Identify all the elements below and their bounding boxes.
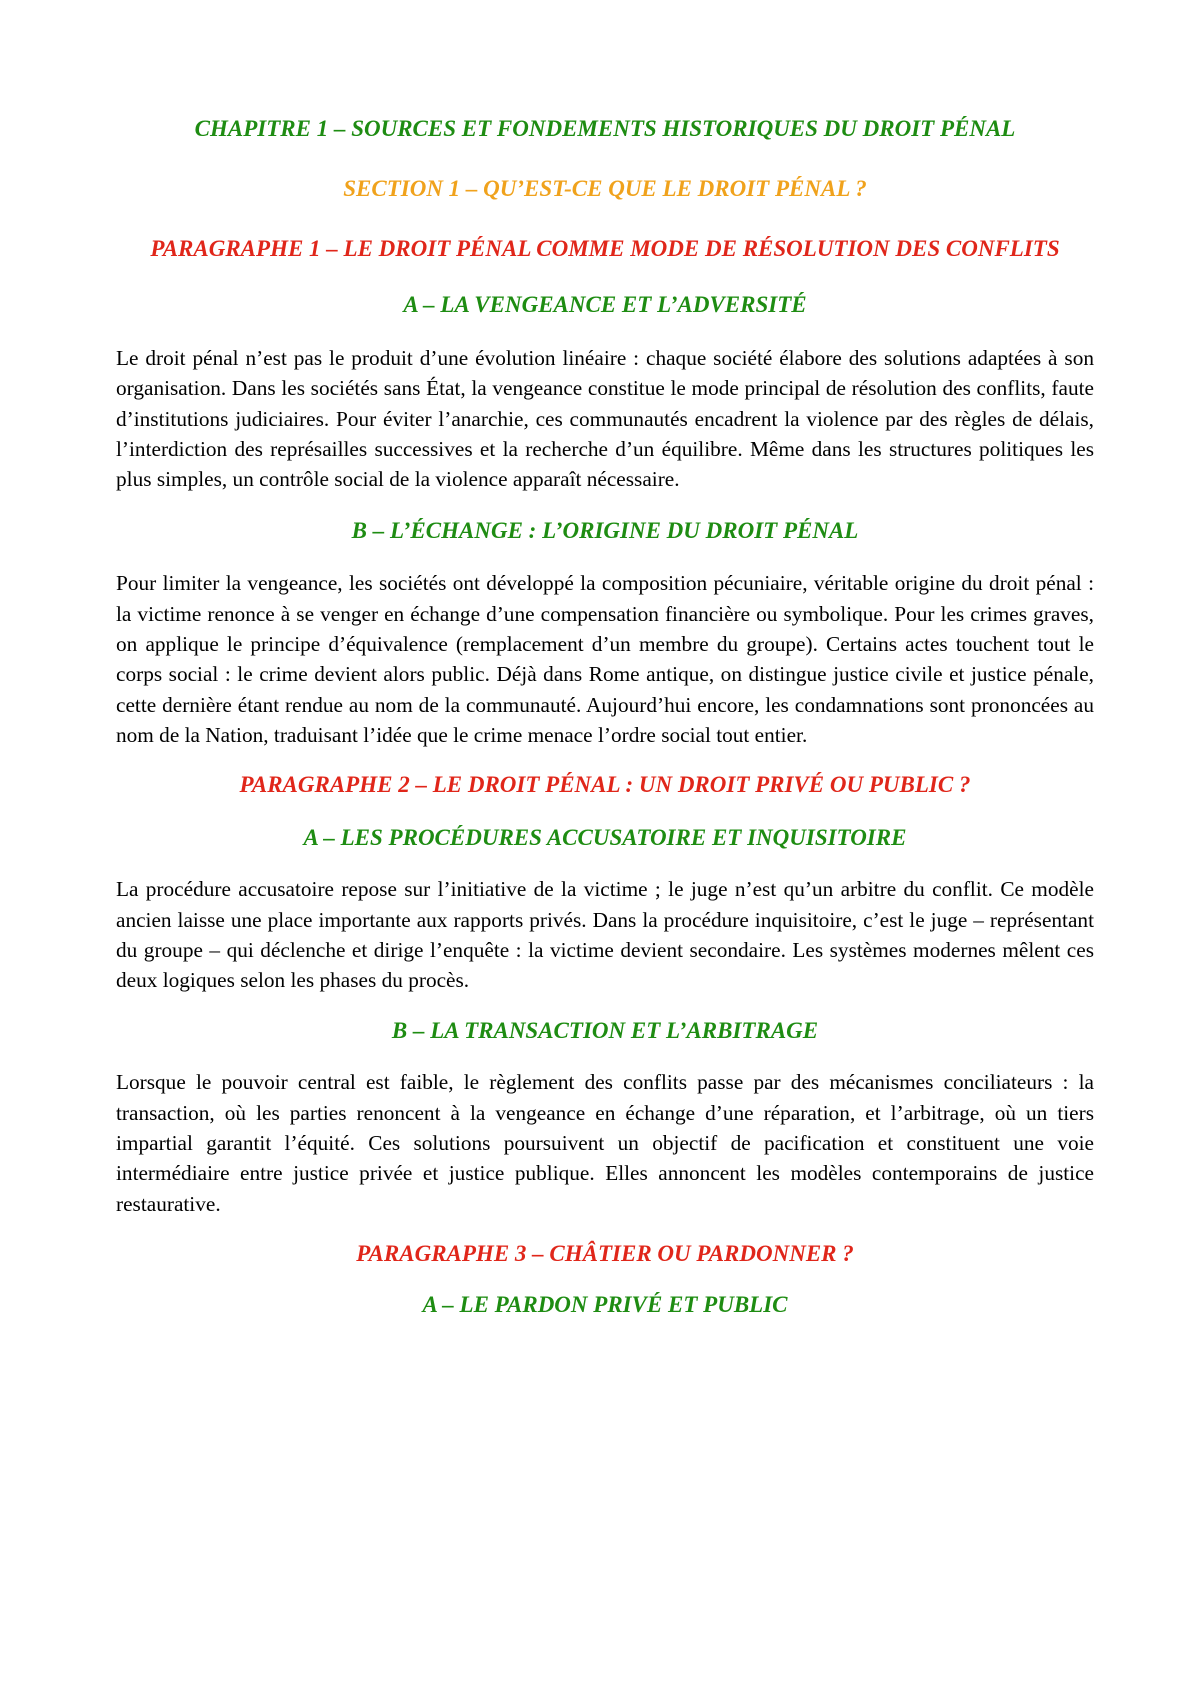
subsection-1b-title: B – L’ÉCHANGE : L’ORIGINE DU DROIT PÉNAL [351,518,859,544]
document-page [116,112,1094,1321]
paragraph-3-title: PARAGRAPHE 3 – CHÂTIER OU PARDONNER ? [356,1240,854,1266]
subsection-3a-title: A – LE PARDON PRIVÉ ET PUBLIC [422,1291,788,1317]
paragraph-2-title: PARAGRAPHE 2 – LE DROIT PÉNAL : UN DROIT PRIVÉ OU PUBLIC ? [239,772,971,798]
subsection-2a-title: A – LES PROCÉDURES ACCUSATOIRE ET INQUISITOIRE [303,825,907,851]
section-title: SECTION 1 – QU’EST-CE QUE LE DROIT PÉNAL ? [343,176,867,201]
chapter-title: CHAPITRE 1 – SOURCES ET FONDEMENTS HISTORIQUES DU DROIT PÉNAL [194,116,1016,141]
subsection-2b-text: Lorsque le pouvoir central est faible, le règlement des conflits passe par des mécanismes conciliateurs : la transaction, où les parties renoncent à la vengeance en échange d’une réparation, et l’arbitrage, où un tiers impartial garantit l’équité. Ces solutions poursuivent un objectif de pacification et constituent une voie intermédiaire entre justice privée et justice publique. Elles annoncent les modèles contemporains de justice restaurative. [116,1070,1094,1216]
paragraph-1-title: PARAGRAPHE 1 – LE DROIT PÉNAL COMME MODE DE RÉSOLUTION DES CONFLITS [150,236,1060,261]
subsection-1a-text: Le droit pénal n’est pas le produit d’une évolution linéaire : chaque société élabore des solutions adaptées à son organisation. Dans les sociétés sans État, la vengeance constitue le mode principal de résolution des conflits, faute d’institutions judiciaires. Pour éviter l’anarchie, ces communautés encadrent la violence par des règles de délais, l’interdiction des représailles successives et la recherche d’un équilibre. Même dans les structures politiques les plus simples, un contrôle social de la violence apparaît nécessaire. [116,346,1094,492]
subsection-1b-text: Pour limiter la vengeance, les sociétés ont développé la composition pécuniaire, véritable origine du droit pénal : la victime renonce à se venger en échange d’une compensation financière ou symbolique. Pour les crimes graves, on applique le principe d’équivalence (remplacement d’un membre du groupe). Certains actes touchent tout le corps social : le crime devient alors public. Déjà dans Rome antique, on distingue justice civile et justice pénale, cette dernière étant rendue au nom de la communauté. Aujourd’hui encore, les condamnations sont prononcées au nom de la Nation, traduisant l’idée que le crime menace l’ordre social tout entier. [116,571,1094,747]
subsection-2a-text: La procédure accusatoire repose sur l’initiative de la victime ; le juge n’est qu’un arbitre du conflit. Ce modèle ancien laisse une place importante aux rapports privés. Dans la procédure inquisitoire, c’est le juge – représentant du groupe – qui déclenche et dirige l’enquête : la victime devient secondaire. Les systèmes modernes mêlent ces deux logiques selon les phases du procès. [116,877,1094,993]
subsection-1a-title: A – LA VENGEANCE ET L’ADVERSITÉ [403,292,807,317]
subsection-2b-title: B – LA TRANSACTION ET L’ARBITRAGE [391,1018,819,1044]
